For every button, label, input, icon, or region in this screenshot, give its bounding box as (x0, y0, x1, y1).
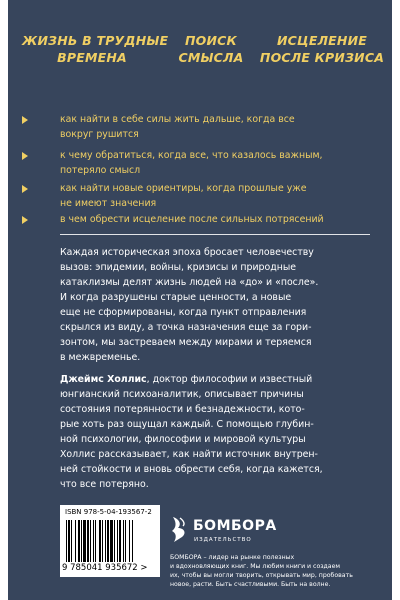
barcode-bar (75, 520, 76, 562)
tagline-line: БОМБОРА – лидер на рынке полезных (170, 554, 295, 561)
tagline-line: новое, расти. Быть счастливыми. Быть на волне. (170, 581, 331, 588)
triangle-bullet-icon (22, 116, 28, 124)
barcode-bar (117, 520, 118, 562)
back-cover (8, 0, 392, 600)
barcode-bar (81, 520, 82, 562)
bullet-line: как найти в себе силы жить дальше, когда все (60, 114, 295, 125)
topic-line: ИСЦЕЛЕНИЕ (277, 33, 367, 48)
bullet-text (60, 113, 380, 142)
divider (60, 234, 370, 235)
paragraph-line: что все потеряно. (60, 479, 149, 490)
paragraph-line: Каждая историческая эпоха бросает человечеству (60, 247, 314, 258)
triangle-bullet-icon (22, 216, 28, 224)
barcode-bar (114, 520, 115, 562)
description-paragraph (60, 245, 380, 365)
barcode-bar (105, 520, 106, 562)
publisher-name: БОМБОРА (193, 518, 277, 534)
barcode-bar (99, 520, 101, 562)
barcode-bar (110, 520, 113, 562)
topic-line: СМЫСЛА (178, 50, 244, 65)
publisher-logo (170, 515, 310, 555)
barcode-bar (68, 520, 70, 562)
bullet-line: как найти новые ориентиры, когда прошлые уже (60, 183, 307, 194)
paragraph-line: вызов: эпидемии, войны, кризисы и природные (60, 262, 297, 273)
topic-headings (8, 32, 392, 72)
barcode-bar (93, 520, 94, 562)
publisher-tagline (170, 553, 380, 589)
barcode-bar (119, 520, 121, 562)
barcode-bar (107, 520, 109, 562)
topic-line: ПОСЛЕ КРИЗИСА (259, 50, 385, 65)
paragraph-line: юнгианский психоаналитик, описывает причины (60, 389, 304, 400)
barcode-bar (132, 520, 133, 562)
paragraph-line: в межвременье. (60, 352, 141, 363)
bullet-text (60, 182, 380, 211)
bullet-line: не имеют значения (60, 197, 157, 209)
bullet-text (60, 149, 380, 178)
barcode-bar (102, 520, 103, 562)
paragraph-line: Холлис рассказывает, как найти источник внутрен- (60, 449, 318, 460)
paragraph-line: рые хоть раз ощущал каждый. С помощью глубин- (60, 419, 314, 430)
paragraph-line: зонтом, мы застреваем между мирами и теряемся (60, 337, 312, 348)
author-paragraph (60, 372, 380, 492)
topic-heading (258, 32, 386, 66)
paragraph-line (60, 372, 380, 387)
isbn-barcode (60, 505, 160, 577)
paragraph-line: еще не сформированы, когда пункт отправления (60, 307, 307, 318)
author-name: Джеймс Холлис (60, 374, 147, 385)
barcode-bar (78, 520, 80, 562)
topic-line: ПОИСК (185, 33, 237, 48)
isbn-text: ISBN 978-5-04-193567-2 (65, 508, 152, 516)
tagline-line: их, чтобы вы могли творить, открывать мир, пробовать (170, 572, 353, 579)
barcode-bar (129, 520, 130, 562)
tagline-line: и вдохновляющих книг. Мы любим книги и создаем (170, 563, 341, 570)
barcode-bar (95, 520, 96, 562)
topic-heading (22, 32, 169, 66)
paragraph-line: ней стойкости и вновь обрести себя, когда кажется, (60, 464, 323, 475)
barcode-digits: 9 785041 935672 > (62, 563, 148, 573)
author-line-rest: , доктор философии и известный (146, 374, 313, 385)
publisher-subtitle: ИЗДАТЕЛЬСТВО (194, 537, 252, 543)
topic-line: ВРЕМЕНА (57, 50, 127, 65)
triangle-bullet-icon (22, 152, 28, 160)
bullet-line: вокруг рушится (60, 128, 139, 140)
bullet-line: потеряло смысл (60, 164, 141, 176)
paragraph-line: катаклизмы делят жизнь людей на «до» и «после». (60, 277, 319, 288)
topic-line: ЖИЗНЬ В ТРУДНЫЕ (22, 33, 169, 48)
publisher-wave-icon (170, 515, 190, 545)
topic-heading (167, 32, 255, 66)
paragraph-line: состояния потерянности и безнадежности, кото- (60, 404, 305, 415)
barcode-bar (66, 520, 67, 562)
triangle-bullet-icon (22, 185, 28, 193)
barcode-bar (83, 520, 86, 562)
bullet-text (60, 213, 380, 228)
barcode-icon (66, 520, 154, 562)
barcode-bar (87, 520, 89, 562)
paragraph-line: И когда разрушены старые ценности, а новые (60, 292, 292, 303)
barcode-bar (90, 520, 91, 562)
bullet-line: к чему обратиться, когда все, что казалось важным, (60, 150, 323, 161)
barcode-bar (125, 520, 126, 562)
paragraph-line: скрылся из виду, а точка назначения еще за гори- (60, 322, 312, 333)
barcode-bar (123, 520, 124, 562)
paragraph-line: ной психологии, философии и мировой культуры (60, 434, 306, 445)
bullet-line: в чем обрести исцеление после сильных потрясений (60, 214, 324, 225)
barcode-bar (71, 520, 72, 562)
